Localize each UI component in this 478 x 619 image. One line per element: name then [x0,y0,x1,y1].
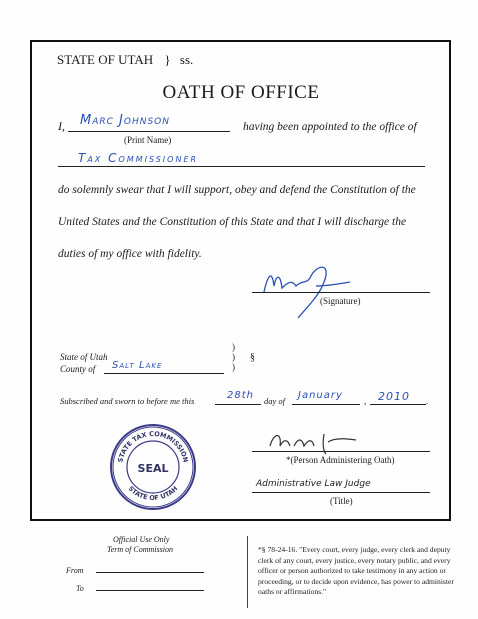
title-label: (Title) [330,496,353,506]
sworn-year: 2010 [378,390,410,403]
sworn-month: January [298,390,343,401]
signature-line [252,292,430,293]
to-label: To [76,584,84,593]
year-line [370,404,426,405]
name-line [68,131,230,132]
title-line [252,492,430,493]
from-line [96,572,204,573]
sworn-day: 28th [227,390,254,401]
signature-label: (Signature) [320,296,361,306]
period: . [426,396,429,406]
paren-1: ) [232,342,235,352]
from-label: From [66,566,84,575]
state-label: STATE OF UTAH [57,52,154,67]
paren-3: ) [232,362,235,372]
printed-name: Marc Johnson [80,113,170,128]
official-use-heading: Official Use Only [113,535,170,544]
state-seal [108,422,198,512]
day-of-label: day of [264,396,286,406]
statute-text: *§ 78-24-16. "Every court, every judge, every clerk and deputy clerk of any court, every justice, every notary public, and every officer or person authorized to take testimony in any action or proceeding, or to decide upon evidence, has power to administer oaths or affirmations." [258,545,454,596]
term-of-commission: Term of Commission [107,545,173,554]
oath-line-2: United States and the Constitution of this State and that I will discharge the [58,216,407,228]
sworn-text: Subscribed and sworn to before me this [60,396,195,406]
to-line [96,590,204,591]
office-name: Tax Commissioner [78,151,199,165]
page-title: OATH OF OFFICE [162,82,320,103]
oath-line-3: duties of my office with fidelity. [58,248,202,260]
statute-divider [247,536,248,608]
print-name-label: (Print Name) [124,135,172,145]
month-line [292,404,360,405]
state-heading [57,52,193,68]
seal-top-text: STATE TAX COMMISSION [116,429,190,464]
administrator-line [252,451,430,452]
signature-scribble [258,256,358,324]
ss-label: ss. [179,52,194,67]
day-line [215,404,261,405]
appointed-text: having been appointed to the office of [243,121,417,133]
seal-center-text: SEAL [137,462,169,475]
brace: } [164,52,171,67]
administrator-title: Administrative Law Judge [256,479,371,489]
comma: , [364,396,367,406]
venue-state: State of Utah [60,352,108,362]
office-line [58,166,425,167]
seal-bottom-text: STATE OF UTAH [126,484,180,503]
paren-2: ) [232,352,235,362]
oath-line-1: do solemnly swear that I will support, obey and defend the Constitution of the [58,184,416,196]
i-label: I, [58,119,65,133]
county-line [104,373,224,374]
administrator-label: *(Person Administering Oath) [286,455,395,465]
venue-parens [232,342,235,372]
county-label: County of [60,364,96,374]
section-symbol: § [250,352,255,363]
county-value: Salt Lake [112,360,163,371]
